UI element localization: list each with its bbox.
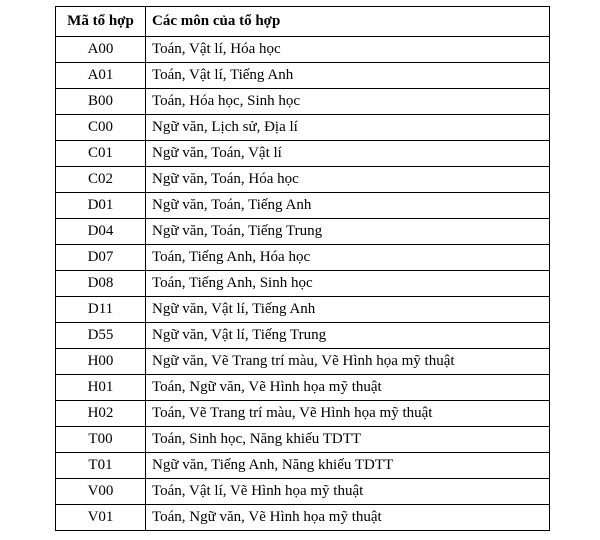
combination-subjects: Ngữ văn, Vật lí, Tiếng Trung	[146, 323, 550, 349]
table-row	[56, 349, 550, 375]
combination-subjects: Toán, Hóa học, Sinh học	[146, 89, 550, 115]
combination-subjects: Ngữ văn, Toán, Hóa học	[146, 167, 550, 193]
combination-subjects: Toán, Ngữ văn, Vẽ Hình họa mỹ thuật	[146, 375, 550, 401]
combination-code: A00	[56, 37, 146, 63]
table-row	[56, 505, 550, 531]
combination-subjects: Ngữ văn, Toán, Tiếng Anh	[146, 193, 550, 219]
combination-code: D11	[56, 297, 146, 323]
combination-code: H00	[56, 349, 146, 375]
combination-code: D01	[56, 193, 146, 219]
combination-code: T01	[56, 453, 146, 479]
combination-subjects: Ngữ văn, Toán, Tiếng Trung	[146, 219, 550, 245]
table-row	[56, 245, 550, 271]
combination-code: H02	[56, 401, 146, 427]
combination-code: C01	[56, 141, 146, 167]
combination-subjects: Ngữ văn, Toán, Vật lí	[146, 141, 550, 167]
header-subjects: Các môn của tổ hợp	[146, 7, 550, 37]
table-row	[56, 141, 550, 167]
combination-subjects: Ngữ văn, Tiếng Anh, Năng khiếu TDTT	[146, 453, 550, 479]
table-row	[56, 167, 550, 193]
combination-code: D07	[56, 245, 146, 271]
table-row	[56, 427, 550, 453]
table-header-row	[56, 7, 550, 37]
combination-code: H01	[56, 375, 146, 401]
combination-subjects: Ngữ văn, Vật lí, Tiếng Anh	[146, 297, 550, 323]
combination-subjects: Toán, Vật lí, Tiếng Anh	[146, 63, 550, 89]
combination-code: V01	[56, 505, 146, 531]
table-row	[56, 271, 550, 297]
combination-code: V00	[56, 479, 146, 505]
combination-subjects: Toán, Vật lí, Vẽ Hình họa mỹ thuật	[146, 479, 550, 505]
table-row	[56, 401, 550, 427]
combination-code: B00	[56, 89, 146, 115]
combination-subjects: Ngữ văn, Vẽ Trang trí màu, Vẽ Hình họa mỹ thuật	[146, 349, 550, 375]
combination-code: A01	[56, 63, 146, 89]
combination-code: D55	[56, 323, 146, 349]
combination-subjects: Toán, Tiếng Anh, Sinh học	[146, 271, 550, 297]
subject-combination-table	[55, 6, 550, 531]
combination-code: C02	[56, 167, 146, 193]
combination-code: D08	[56, 271, 146, 297]
combination-subjects: Toán, Sinh học, Năng khiếu TDTT	[146, 427, 550, 453]
table-row	[56, 193, 550, 219]
table-row	[56, 323, 550, 349]
table-row	[56, 115, 550, 141]
table-row	[56, 479, 550, 505]
combination-subjects: Toán, Vẽ Trang trí màu, Vẽ Hình họa mỹ thuật	[146, 401, 550, 427]
combination-code: T00	[56, 427, 146, 453]
table-row	[56, 375, 550, 401]
combination-code: C00	[56, 115, 146, 141]
combination-code: D04	[56, 219, 146, 245]
table-row	[56, 453, 550, 479]
table-row	[56, 297, 550, 323]
table-row	[56, 89, 550, 115]
combination-subjects: Toán, Ngữ văn, Vẽ Hình họa mỹ thuật	[146, 505, 550, 531]
combination-subjects: Ngữ văn, Lịch sử, Địa lí	[146, 115, 550, 141]
header-code: Mã tổ hợp	[56, 7, 146, 37]
table-row	[56, 37, 550, 63]
table-row	[56, 219, 550, 245]
table-body	[56, 37, 550, 531]
combination-subjects: Toán, Vật lí, Hóa học	[146, 37, 550, 63]
combination-subjects: Toán, Tiếng Anh, Hóa học	[146, 245, 550, 271]
table-row	[56, 63, 550, 89]
